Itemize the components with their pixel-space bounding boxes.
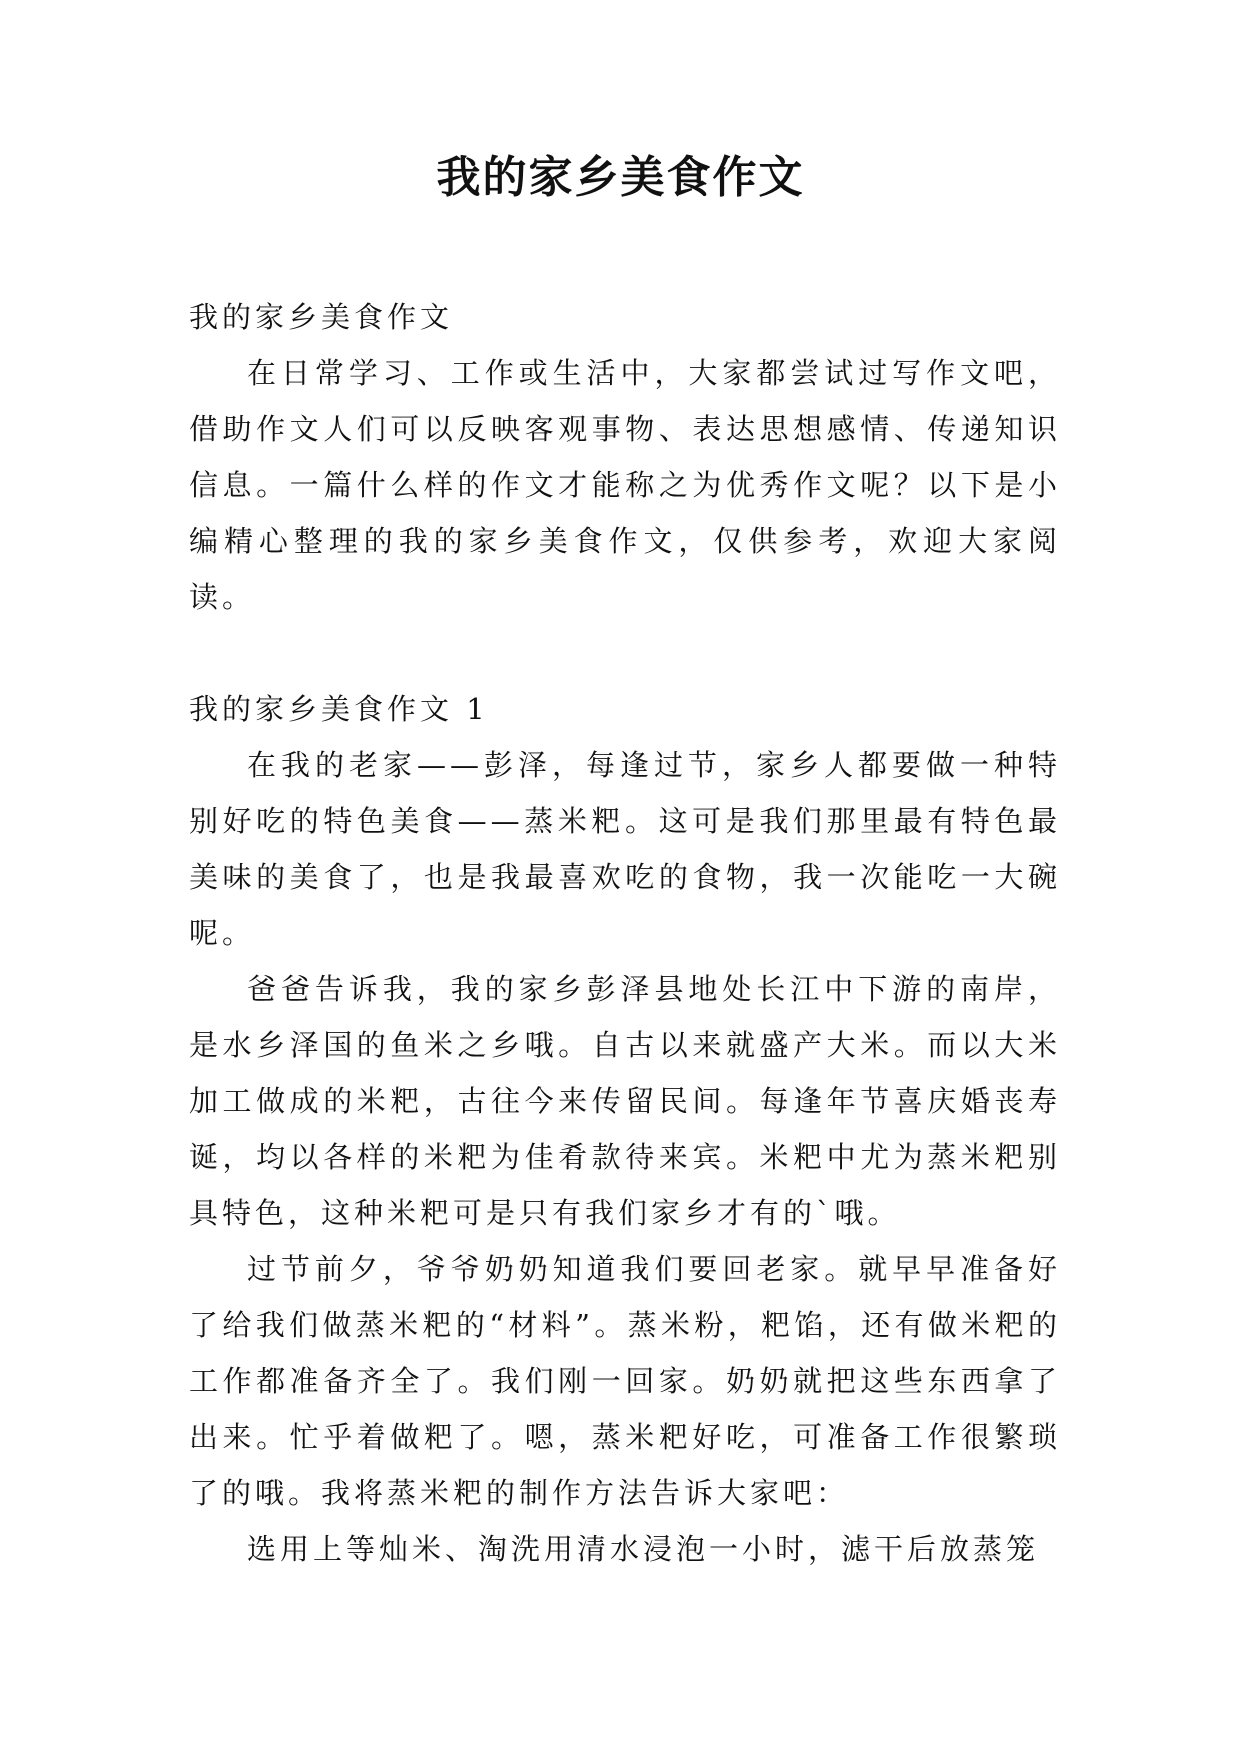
essay-1-paragraph-1: 在我的老家——彭泽，每逢过节，家乡人都要做一种特别好吃的特色美食——蒸米粑。这可是我们那里最有特色最美味的美食了，也是我最喜欢吃的食物，我一次能吃一大碗呢。 [189, 748, 1061, 950]
intro-heading: 我的家乡美食作文 [189, 300, 454, 334]
essay-1-paragraph-2: 爸爸告诉我，我的家乡彭泽县地处长江中下游的南岸，是水乡泽国的鱼米之乡哦。自古以来就盛产大米。而以大米加工做成的米粑，古往今来传留民间。每逢年节喜庆婚丧寿诞，均以各样的米粑为佳肴款待来宾。米粑中尤为蒸米粑别具特色，这种米粑可是只有我们家乡才有的`哦。 [189, 972, 1061, 1230]
essay-1-paragraph-3: 过节前夕，爷爷奶奶知道我们要回老家。就早早准备好了给我们做蒸米粑的“材料”。蒸米粉，粑馅，还有做米粑的工作都准备齐全了。我们刚一回家。奶奶就把这些东西拿了出来。忙乎着做粑了。嗯，蒸米粑好吃，可准备工作很繁琐了的哦。我将蒸米粑的制作方法告诉大家吧： [189, 1252, 1061, 1510]
essay-1-paragraph-4: 选用上等灿米、淘洗用清水浸泡一小时，滤干后放蒸笼 [247, 1532, 1040, 1566]
essay-1-heading: 我的家乡美食作文 1 [189, 692, 489, 726]
document-title: 我的家乡美食作文 [436, 152, 805, 203]
document-body [189, 289, 1061, 1577]
intro-paragraph: 在日常学习、工作或生活中，大家都尝试过写作文吧，借助作文人们可以反映客观事物、表达思想感情、传递知识信息。一篇什么样的作文才能称之为优秀作文呢？以下是小编精心整理的我的家乡美食作文，仅供参考，欢迎大家阅读。 [189, 356, 1061, 614]
section-spacer [189, 625, 1061, 681]
